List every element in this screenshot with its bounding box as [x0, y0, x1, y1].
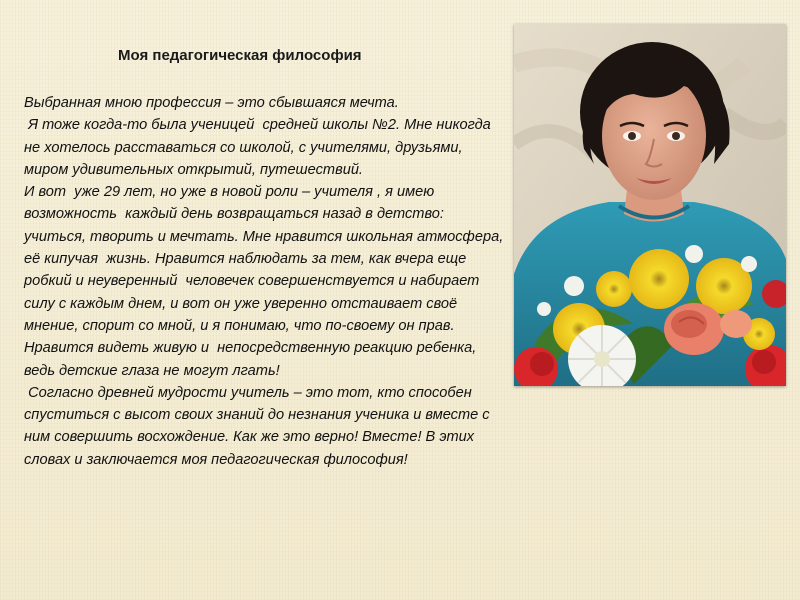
page-title: Моя педагогическая философия [118, 47, 362, 64]
paragraph-4: Согласно древней мудрости учитель – это тот, кто способен спуститься с высот своих знаний до незнания ученика и вместе с ним совершить восхождение. Как же это верно! Вместе! В этих словах и заключается моя педагогическая философия! [24, 384, 494, 468]
paragraph-1: Выбранная мною профессия – это сбывшаяся мечта. [24, 95, 399, 111]
teacher-photo [514, 24, 786, 386]
paragraph-3: И вот уже 29 лет, но уже в новой роли – учителя , я имею возможность каждый день возвращаться назад в детство: учиться, творить и мечтать. Мне нравится школьная атмосфера, её кипучая жизнь. Нравится наблюдать за тем, как вчера еще робкий и неуверенный человечек совершенствуется и набирает силу с каждым днем, и вот он уже уверенно отстаивает своё мнение, спорит со мной, и я понимаю, что по-своему он прав. Нравится видеть живую и непосредственную реакцию ребенка, ведь детские глаза не могут лгать! [24, 184, 508, 379]
philosophy-text [24, 92, 508, 471]
paragraph-2: Я тоже когда-то была ученицей средней школы №2. Мне никогда не хотелось расставаться со школой, с учителями, друзьями, миром удивительных открытий, путешествий. [24, 117, 495, 178]
portrait-photo-icon [514, 24, 786, 386]
